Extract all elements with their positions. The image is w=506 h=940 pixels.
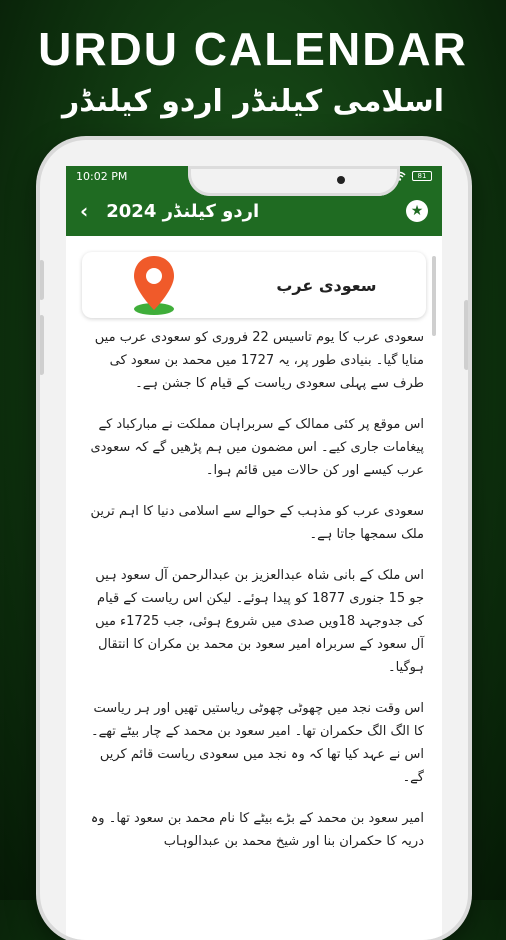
app-bar-title: اردو کیلنڈر 2024	[106, 200, 260, 222]
article-body	[66, 326, 442, 853]
star-icon[interactable]: ★	[406, 200, 428, 222]
article-paragraph: اس وقت نجد میں چھوٹی چھوٹی ریاستیں تھیں اور ہر ریاست کا الگ الگ حکمران تھا۔ امیر سعود بن محمد کے چار بیٹے تھے۔ اس نے عہد کیا تھا کہ وہ نجد میں سعودی ریاست قائم کریں گے۔	[91, 701, 424, 785]
phone-side-button	[40, 260, 44, 300]
location-pin-icon	[131, 254, 177, 316]
app-screen	[66, 166, 442, 940]
camera-icon	[337, 176, 345, 184]
article-paragraph: اس ملک کے بانی شاہ عبدالعزیز بن عبدالرحمن آل سعود ہیں جو 15 جنوری 1877 کو پیدا ہوئے۔ لیکن اس ریاست کے قیام کی جدوجہد 18ویں صدی میں شروع ہوئی، جب 1725ء میں آل سعود کے سربراہ امیر سعود بن محمد بن مکران کا انتقال ہوگیا۔	[95, 568, 424, 675]
article-paragraph: سعودی عرب کو مذہب کے حوالے سے اسلامی دنیا کا اہم ترین ملک سمجھا جاتا ہے۔	[90, 504, 424, 542]
phone-side-button	[464, 300, 468, 370]
scrollbar[interactable]	[432, 256, 436, 336]
phone-side-button	[40, 315, 44, 375]
promo-title: URDU CALENDAR	[38, 23, 468, 75]
phone-frame	[40, 140, 468, 940]
country-name: سعودی عرب	[276, 275, 377, 295]
battery-icon: 81	[412, 171, 432, 181]
article-paragraph: سعودی عرب کا یوم تاسیس 22 فروری کو سعودی عرب میں منایا گیا۔ بنیادی طور پر، یہ 1727 میں محمد بن سعود کی طرف سے پہلی سعودی ریاست کے قیام کا جشن ہے۔	[94, 330, 424, 391]
article-paragraph: اس موقع پر کئی ممالک کے سربراہان مملکت نے مبارکباد کے پیغامات جاری کیے۔ اس مضمون میں ہم پڑھیں گے کہ سعودی عرب کیسے اور کن حالات میں قائم ہوا۔	[90, 417, 424, 478]
promo-subtitle: اسلامی کیلنڈر اردو کیلنڈر	[62, 84, 444, 119]
phone-notch	[188, 166, 400, 196]
article-paragraph: امیر سعود بن محمد کے بڑے بیٹے کا نام محمد بن سعود تھا۔ وہ دریہ کا حکمران بنا اور شیخ محمد بن عبدالوہاب	[90, 811, 424, 849]
status-time: 10:02 PM	[76, 169, 128, 183]
country-card[interactable]	[82, 252, 426, 318]
back-chevron-icon[interactable]: ‹	[80, 199, 89, 223]
